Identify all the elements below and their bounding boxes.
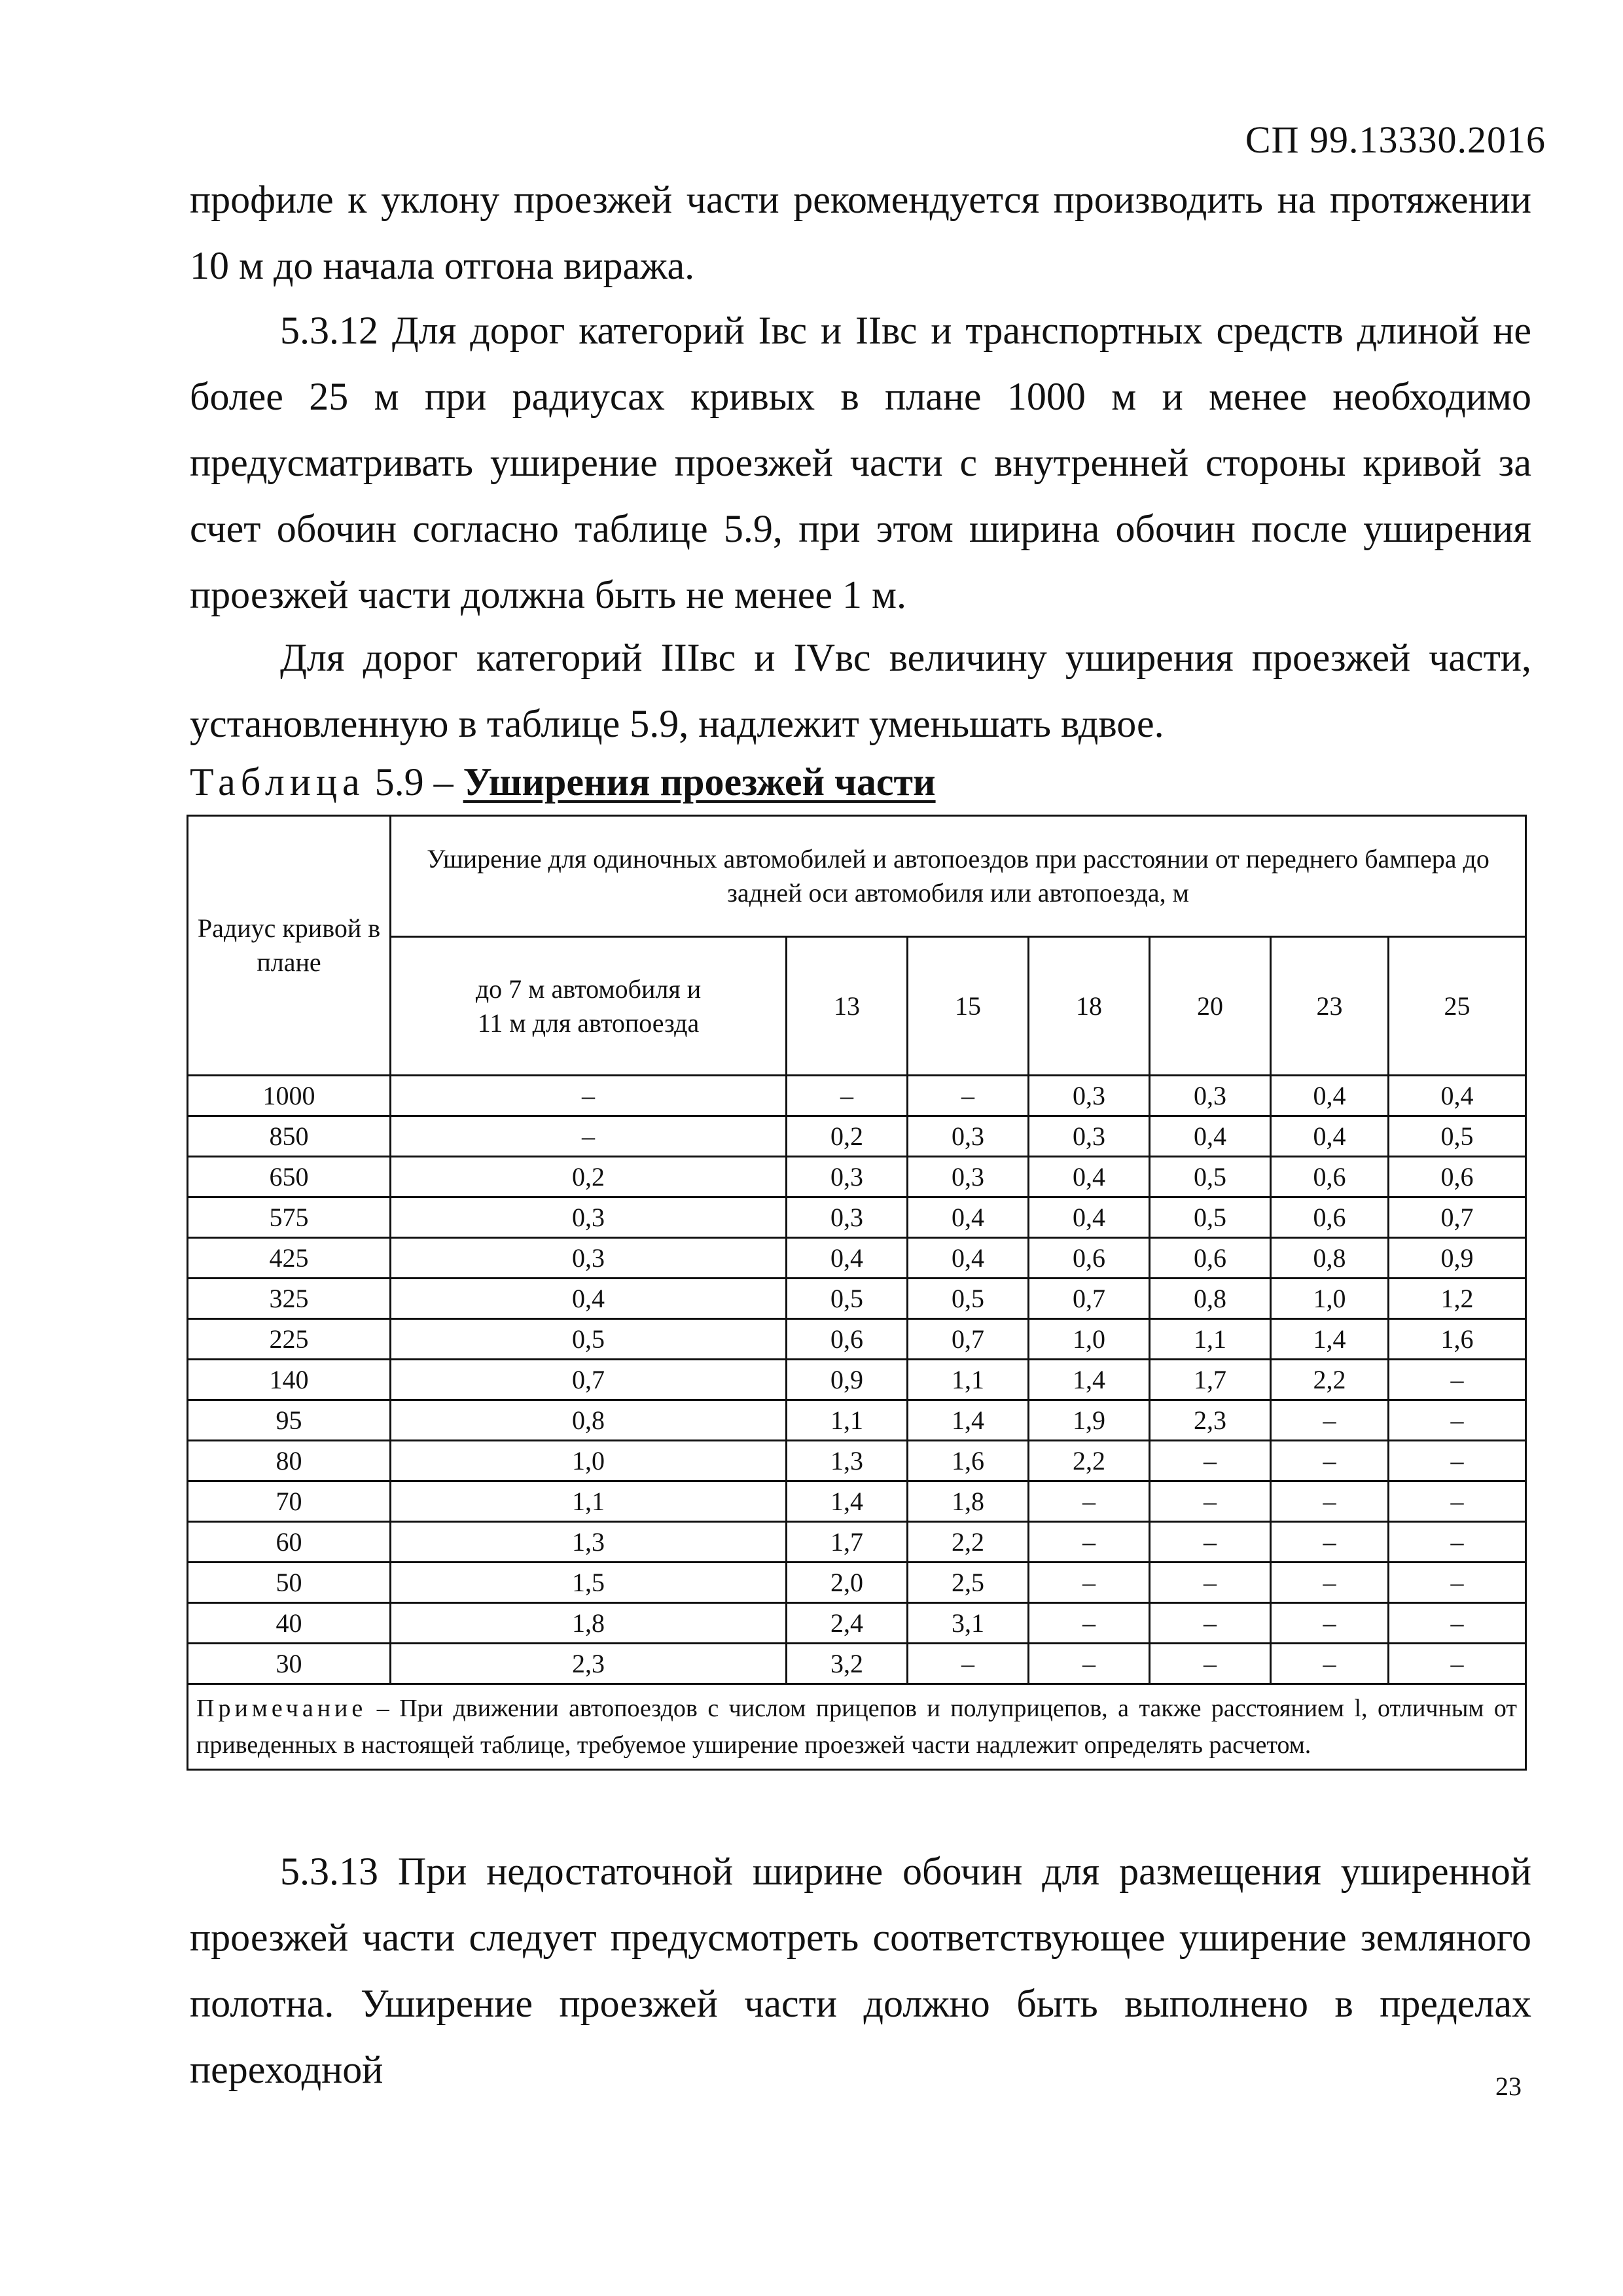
widening-table [187,815,1527,1771]
table-row [188,1157,1526,1197]
widening-cell: 1,6 [908,1441,1029,1481]
widening-cell: 0,3 [1029,1076,1150,1116]
widening-cell: 0,6 [1150,1238,1271,1279]
widening-cell: 0,4 [1029,1197,1150,1238]
table-note [188,1684,1526,1770]
header-distance: 13 [787,937,908,1076]
page-number: 23 [1495,2072,1522,2101]
radius-cell: 575 [188,1197,391,1238]
table-caption [190,756,936,808]
paragraph-5-3-13: 5.3.13 При недостаточной ширине обочин для размещения уширенной проезжей части следует предусмотреть соответствующее уширение земляного полотна. Уширение проезжей части должно быть выполнено в пределах переходной [190,1850,1531,2091]
table-row [188,1441,1526,1481]
widening-cell: – [1029,1481,1150,1522]
widening-cell: – [1150,1603,1271,1644]
paragraph-continuation: профиле к уклону проезжей части рекомендуется производить на протяжении 10 м до начала отгона виража. [190,178,1531,287]
widening-cell: 1,4 [908,1400,1029,1441]
widening-cell: 0,3 [908,1157,1029,1197]
widening-cell: 0,3 [1150,1076,1271,1116]
table-row [188,1197,1526,1238]
widening-cell: 0,5 [908,1279,1029,1319]
widening-cell: 0,6 [1029,1238,1150,1279]
radius-cell: 225 [188,1319,391,1360]
widening-cell: 0,8 [1271,1238,1389,1279]
widening-cell: – [1029,1522,1150,1563]
table-row [188,1603,1526,1644]
widening-cell: – [1389,1441,1526,1481]
radius-cell: 650 [188,1157,391,1197]
widening-cell: 2,0 [787,1563,908,1603]
radius-cell: 140 [188,1360,391,1400]
widening-cell: 0,7 [908,1319,1029,1360]
widening-cell: – [1271,1481,1389,1522]
widening-cell: 0,9 [787,1360,908,1400]
widening-cell: 1,7 [787,1522,908,1563]
widening-cell: – [1150,1522,1271,1563]
radius-cell: 850 [188,1116,391,1157]
document-code: СП 99.13330.2016 [1245,118,1546,161]
paragraph-5-3-12: 5.3.12 Для дорог категорий Iвс и IIвс и транспортных средств длиной не более 25 м при радиусах кривых в плане 1000 м и менее необходимо предусматривать уширение проезжей части с внутренней стороны кривой за счет обочин согласно таблице 5.9, при этом ширина обочин после уширения проезжей части должна быть не менее 1 м. [190,309,1531,616]
widening-cell: 0,8 [391,1400,787,1441]
widening-cell: 0,9 [1389,1238,1526,1279]
widening-cell: 0,3 [787,1157,908,1197]
header-distance: 25 [1389,937,1526,1076]
radius-cell: 70 [188,1481,391,1522]
widening-cell: 2,2 [1271,1360,1389,1400]
widening-cell: 0,4 [787,1238,908,1279]
widening-cell: – [1029,1603,1150,1644]
widening-cell: 2,3 [1150,1400,1271,1441]
widening-cell: 0,5 [391,1319,787,1360]
table-row [188,1076,1526,1116]
widening-cell: – [1150,1441,1271,1481]
widening-cell: – [1389,1563,1526,1603]
widening-cell: 0,6 [787,1319,908,1360]
widening-cell: 0,5 [1389,1116,1526,1157]
table-row [188,1319,1526,1360]
widening-cell: 3,1 [908,1603,1029,1644]
widening-cell: – [1389,1360,1526,1400]
widening-cell: – [1271,1644,1389,1684]
widening-cell: 1,1 [1150,1319,1271,1360]
widening-cell: – [1389,1644,1526,1684]
widening-cell: 0,2 [787,1116,908,1157]
widening-cell: – [391,1076,787,1116]
note-text: – При движении автопоездов с числом прицепов и полуприцепов, а также расстоянием l, отличным от приведенных в настоящей таблице, требуемое уширение проезжей части надлежит определять расчетом. [196,1695,1518,1759]
header-radius: Радиус кривой в плане [188,816,391,1076]
paragraph-categories-iii-iv: Для дорог категорий IIIвс и IVвс величину уширения проезжей части, установленную в таблице 5.9, надлежит уменьшать вдвое. [190,636,1531,745]
widening-cell: 0,8 [1150,1279,1271,1319]
widening-cell: 1,4 [787,1481,908,1522]
widening-cell: – [1271,1400,1389,1441]
widening-cell: 0,4 [1389,1076,1526,1116]
widening-cell: 1,0 [1029,1319,1150,1360]
widening-cell: – [1389,1400,1526,1441]
widening-cell: 0,3 [391,1238,787,1279]
widening-cell: 1,6 [1389,1319,1526,1360]
table-row [188,1522,1526,1563]
widening-cell: 1,4 [1029,1360,1150,1400]
widening-cell: 1,7 [1150,1360,1271,1400]
widening-cell: 1,1 [787,1400,908,1441]
widening-table-container [187,815,1525,1771]
widening-cell: 0,3 [1029,1116,1150,1157]
widening-cell: – [1029,1644,1150,1684]
widening-cell: – [1150,1563,1271,1603]
widening-cell: – [1271,1563,1389,1603]
widening-cell: – [1271,1603,1389,1644]
header-first-distance: до 7 м автомобиля и 11 м для автопоезда [391,937,787,1076]
header-distance: 15 [908,937,1029,1076]
radius-cell: 80 [188,1441,391,1481]
widening-cell: 1,8 [908,1481,1029,1522]
header-distance: 23 [1271,937,1389,1076]
table-row [188,1238,1526,1279]
widening-cell: – [1389,1522,1526,1563]
widening-cell: 1,0 [1271,1279,1389,1319]
table-row [188,1481,1526,1522]
header-widening-group: Уширение для одиночных автомобилей и автопоездов при расстоянии от переднего бампера до задней оси автомобиля или автопоезда, м [391,816,1526,937]
radius-cell: 325 [188,1279,391,1319]
table-row [188,1563,1526,1603]
radius-cell: 1000 [188,1076,391,1116]
table-caption-word: Таблица [190,760,365,804]
widening-cell: 0,6 [1271,1157,1389,1197]
widening-cell: – [1150,1644,1271,1684]
widening-cell: 0,6 [1389,1157,1526,1197]
widening-cell: – [1150,1481,1271,1522]
widening-cell: 0,4 [1271,1076,1389,1116]
table-body [188,1076,1526,1684]
radius-cell: 60 [188,1522,391,1563]
widening-cell: 1,1 [908,1360,1029,1400]
widening-cell: 2,3 [391,1644,787,1684]
widening-cell: 0,4 [1271,1116,1389,1157]
widening-cell: 1,4 [1271,1319,1389,1360]
radius-cell: 30 [188,1644,391,1684]
radius-cell: 50 [188,1563,391,1603]
table-row [188,1360,1526,1400]
widening-cell: – [1271,1522,1389,1563]
widening-cell: – [1389,1603,1526,1644]
widening-cell: 0,4 [908,1197,1029,1238]
widening-cell: 0,7 [391,1360,787,1400]
widening-cell: 0,7 [1029,1279,1150,1319]
widening-cell: – [1389,1481,1526,1522]
widening-cell: 2,2 [908,1522,1029,1563]
widening-cell: 0,5 [1150,1197,1271,1238]
radius-cell: 425 [188,1238,391,1279]
widening-cell: – [908,1644,1029,1684]
table-row [188,1279,1526,1319]
widening-cell: 1,0 [391,1441,787,1481]
note-label: Примечание [196,1695,367,1722]
widening-cell: 0,6 [1271,1197,1389,1238]
widening-cell: 0,5 [787,1279,908,1319]
widening-cell: 0,2 [391,1157,787,1197]
widening-cell: 2,5 [908,1563,1029,1603]
widening-cell: 1,5 [391,1563,787,1603]
widening-cell: 0,3 [908,1116,1029,1157]
widening-cell: 1,3 [787,1441,908,1481]
widening-cell: 3,2 [787,1644,908,1684]
header-distance: 18 [1029,937,1150,1076]
widening-cell: – [1271,1441,1389,1481]
widening-cell: 0,3 [787,1197,908,1238]
widening-cell: 1,8 [391,1603,787,1644]
header-distance: 20 [1150,937,1271,1076]
widening-cell: 0,4 [908,1238,1029,1279]
widening-cell: 1,1 [391,1481,787,1522]
widening-cell: 1,9 [1029,1400,1150,1441]
widening-cell: 0,4 [1150,1116,1271,1157]
table-caption-title: Уширения проезжей части [463,760,936,804]
table-caption-number: 5.9 – [374,760,454,804]
widening-cell: 0,3 [391,1197,787,1238]
widening-cell: 2,4 [787,1603,908,1644]
widening-cell: – [787,1076,908,1116]
widening-cell: 2,2 [1029,1441,1150,1481]
table-row [188,1644,1526,1684]
table-row [188,1116,1526,1157]
widening-cell: 0,4 [391,1279,787,1319]
widening-cell: – [908,1076,1029,1116]
widening-cell: 0,7 [1389,1197,1526,1238]
widening-cell: – [1029,1563,1150,1603]
widening-cell: 0,4 [1029,1157,1150,1197]
table-row [188,1400,1526,1441]
widening-cell: 1,3 [391,1522,787,1563]
radius-cell: 95 [188,1400,391,1441]
widening-cell: 1,2 [1389,1279,1526,1319]
widening-cell: – [391,1116,787,1157]
radius-cell: 40 [188,1603,391,1644]
widening-cell: 0,5 [1150,1157,1271,1197]
